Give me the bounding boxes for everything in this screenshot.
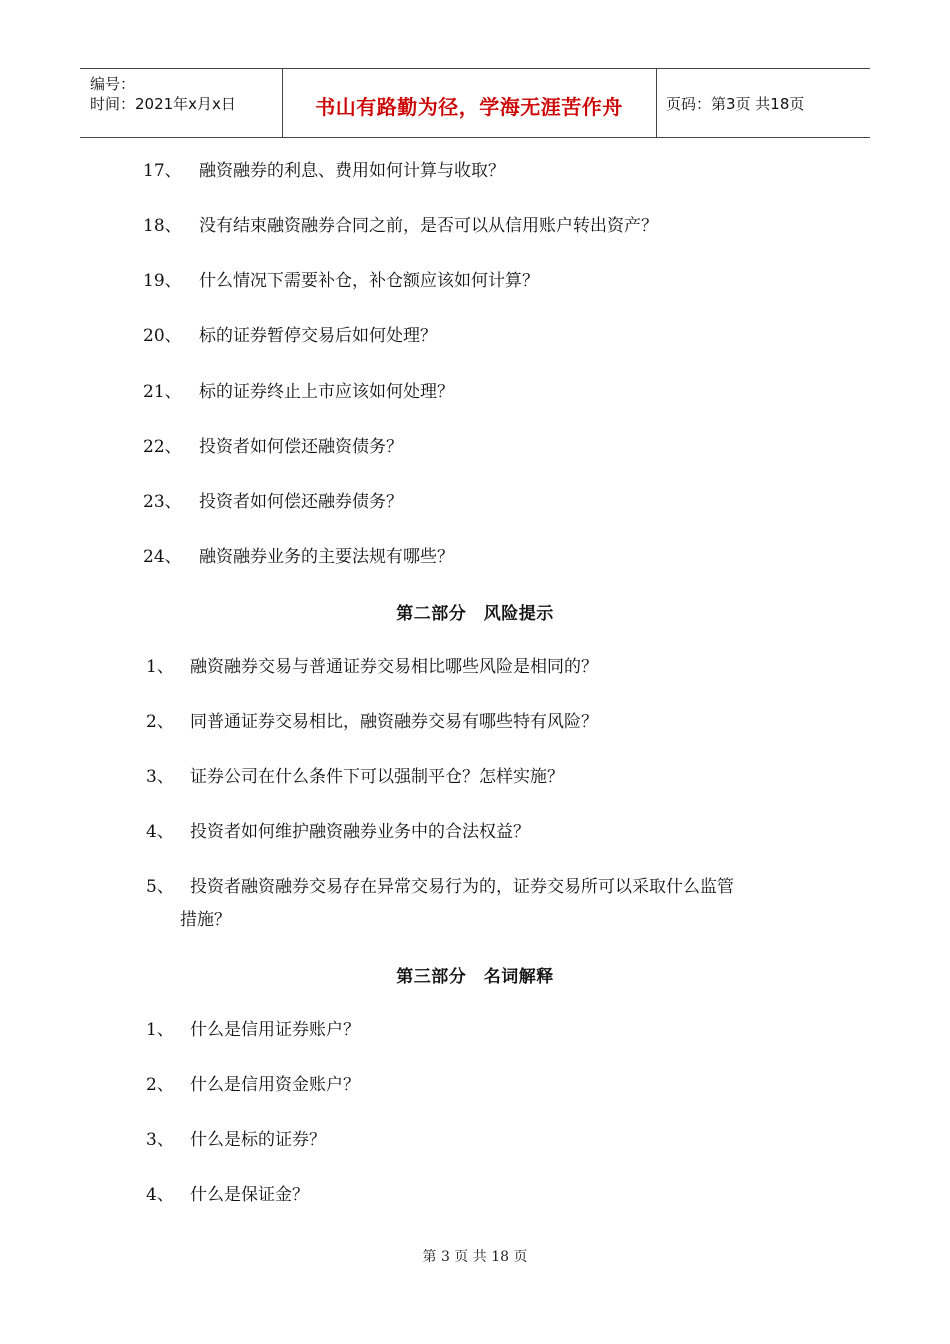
item-text: 投资者融资融券交易存在异常交易行为的，证券交易所可以采取什么监管 bbox=[190, 877, 734, 897]
document-number-label: 编号： bbox=[90, 75, 136, 93]
item-text: 标的证券暂停交易后如何处理？ bbox=[199, 326, 437, 346]
document-date: 时间：2021年x月x日 bbox=[90, 95, 236, 113]
item-number: 22、 bbox=[143, 437, 182, 457]
item-text: 投资者如何偿还融资债务？ bbox=[199, 437, 403, 457]
item-text: 标的证券终止上市应该如何处理？ bbox=[199, 382, 454, 402]
header-motto: 书山有路勤为径，学海无涯苦作舟 bbox=[315, 95, 623, 119]
header-page-cell bbox=[657, 69, 870, 137]
item-text: 什么是信用资金账户？ bbox=[190, 1075, 360, 1095]
item-text: 融资融券业务的主要法规有哪些？ bbox=[199, 547, 454, 567]
item-number: 1、 bbox=[146, 1020, 174, 1040]
item-text: 什么是信用证券账户？ bbox=[190, 1020, 360, 1040]
item-text: 证券公司在什么条件下可以强制平仓？怎样实施？ bbox=[190, 767, 564, 787]
page-footer: 第 3 页 共 18 页 bbox=[422, 1249, 528, 1265]
item-number: 17、 bbox=[143, 161, 182, 181]
item-text: 什么是保证金？ bbox=[190, 1185, 309, 1205]
item-number: 2、 bbox=[146, 1075, 174, 1095]
item-text-continued: 措施？ bbox=[180, 910, 231, 930]
header-motto-cell bbox=[282, 69, 657, 137]
header-page-info: 页码：第3页 共18页 bbox=[666, 95, 805, 113]
page-header bbox=[80, 68, 870, 138]
item-text: 投资者如何维护融资融券业务中的合法权益？ bbox=[190, 822, 530, 842]
item-number: 1、 bbox=[146, 657, 174, 677]
section-heading-risk: 第二部分 风险提示 bbox=[396, 604, 554, 624]
item-number: 18、 bbox=[143, 216, 182, 236]
item-text: 融资融券交易与普通证券交易相比哪些风险是相同的？ bbox=[190, 657, 598, 677]
item-number: 19、 bbox=[143, 271, 182, 291]
item-text: 投资者如何偿还融券债务？ bbox=[199, 492, 403, 512]
section-heading-glossary: 第三部分 名词解释 bbox=[396, 967, 554, 987]
item-text: 融资融券的利息、费用如何计算与收取？ bbox=[199, 161, 505, 181]
item-number: 21、 bbox=[143, 382, 182, 402]
item-number: 24、 bbox=[143, 547, 182, 567]
item-number: 4、 bbox=[146, 822, 174, 842]
item-number: 5、 bbox=[146, 877, 174, 897]
item-text: 同普通证券交易相比，融资融券交易有哪些特有风险？ bbox=[190, 712, 598, 732]
item-number: 4、 bbox=[146, 1185, 174, 1205]
item-number: 3、 bbox=[146, 1130, 174, 1150]
item-number: 3、 bbox=[146, 767, 174, 787]
item-text: 什么情况下需要补仓，补仓额应该如何计算？ bbox=[199, 271, 539, 291]
header-meta-cell bbox=[80, 69, 283, 137]
item-text: 什么是标的证券？ bbox=[190, 1130, 326, 1150]
item-number: 23、 bbox=[143, 492, 182, 512]
item-number: 2、 bbox=[146, 712, 174, 732]
item-number: 20、 bbox=[143, 326, 182, 346]
item-text: 没有结束融资融券合同之前，是否可以从信用账户转出资产？ bbox=[199, 216, 658, 236]
